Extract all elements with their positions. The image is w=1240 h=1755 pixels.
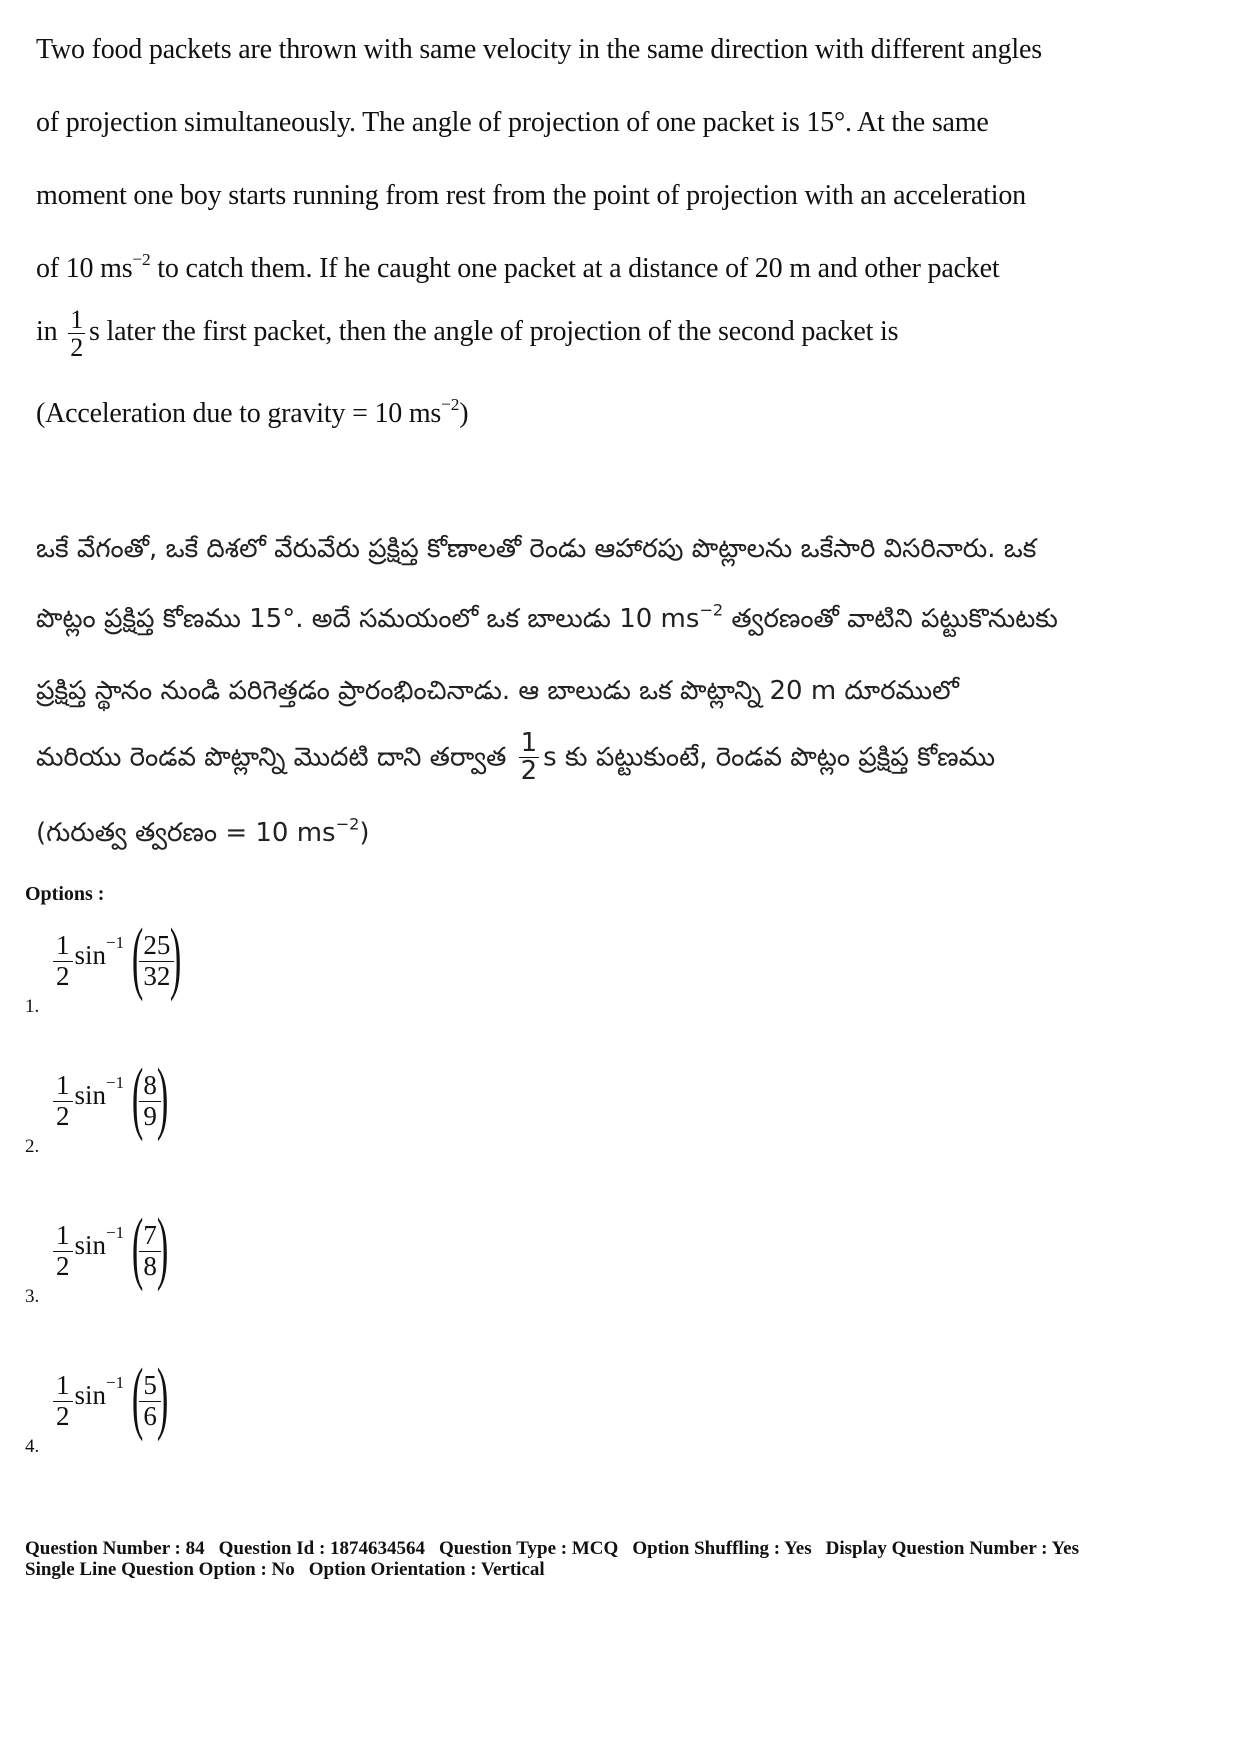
fraction-numerator: 1 bbox=[70, 305, 83, 334]
question-type: Question Type : MCQ bbox=[439, 1538, 619, 1559]
question-en-line-5 bbox=[36, 306, 898, 362]
denominator: 8 bbox=[139, 1251, 161, 1282]
fraction bbox=[519, 730, 540, 786]
left-paren: ( bbox=[132, 1351, 144, 1442]
option-orientation: Option Orientation : Vertical bbox=[308, 1559, 545, 1580]
exponent: −2 bbox=[335, 814, 360, 834]
exponent: −1 bbox=[106, 1372, 125, 1392]
question-meta bbox=[25, 1538, 1225, 1580]
text: to catch them. If he caught one packet at a distance of 20 m and other packet bbox=[150, 253, 1000, 284]
right-paren: ) bbox=[170, 911, 182, 1002]
denominator: 2 bbox=[53, 1251, 73, 1281]
function-name: sin bbox=[74, 939, 107, 970]
text: s later the first packet, then the angle of projection of the second packet is bbox=[89, 316, 899, 348]
right-paren: ) bbox=[156, 1201, 169, 1292]
question-te-line-4 bbox=[36, 730, 995, 786]
sin-function bbox=[74, 1222, 125, 1261]
left-paren: ( bbox=[132, 911, 144, 1002]
right-paren: ) bbox=[156, 1051, 169, 1142]
question-en-line-3: moment one boy starts running from rest from the point of projection with an acceleration bbox=[36, 180, 1026, 211]
exponent: −1 bbox=[106, 1072, 125, 1092]
question-te-line-3: ప్రక్షిప్త స్థానం నుండి పరిగెత్తడం ప్రారంభించినాడు. ఆ బాలుడు ఒక పొట్లాన్ని 20 m దూరములో bbox=[36, 676, 959, 706]
denominator: 32 bbox=[139, 961, 174, 992]
denominator: 2 bbox=[53, 961, 73, 991]
denominator: 6 bbox=[139, 1401, 161, 1432]
fraction-denominator: 2 bbox=[70, 333, 83, 363]
fraction-denominator: 2 bbox=[520, 756, 538, 787]
question-te-line-1: ఒకే వేగంతో, ఒకే దిశలో వేరువేరు ప్రక్షిప్త కోణాలతో రెండు ఆహారపు పొట్లాలను ఒకేసారి విసరినారు. ఒక bbox=[36, 534, 1037, 564]
function-name: sin bbox=[74, 1229, 107, 1260]
sin-function bbox=[74, 932, 125, 971]
left-paren: ( bbox=[132, 1201, 144, 1292]
denominator: 9 bbox=[139, 1101, 161, 1132]
option-expression bbox=[53, 911, 190, 1002]
exponent: −1 bbox=[106, 1222, 125, 1242]
exponent: −2 bbox=[132, 249, 151, 269]
half-fraction bbox=[53, 1071, 73, 1130]
text: in bbox=[36, 316, 65, 348]
right-paren: ) bbox=[156, 1351, 169, 1442]
numerator: 1 bbox=[56, 930, 70, 961]
half-fraction bbox=[53, 931, 73, 990]
fraction-numerator: 1 bbox=[520, 728, 538, 758]
display-question-number: Display Question Number : Yes bbox=[825, 1538, 1079, 1559]
option-expression bbox=[53, 1051, 176, 1142]
option-number: 2. bbox=[25, 1136, 40, 1157]
text: ) bbox=[359, 818, 370, 848]
text: (గురుత్వ త్వరణం = 10 ms bbox=[36, 818, 336, 848]
meta-line-2 bbox=[25, 1559, 1225, 1580]
numerator: 5 bbox=[143, 1369, 157, 1400]
option-shuffling: Option Shuffling : Yes bbox=[632, 1538, 812, 1559]
exponent: −2 bbox=[699, 600, 724, 620]
exponent: −1 bbox=[106, 932, 125, 952]
text: పొట్లం ప్రక్షిప్త కోణము 15°. అదే సమయంలో ఒక బాలుడు 10 ms bbox=[36, 604, 700, 634]
question-en-line-2: of projection simultaneously. The angle of projection of one packet is 15°. At the same bbox=[36, 107, 989, 138]
denominator: 2 bbox=[53, 1401, 73, 1431]
option-number: 3. bbox=[25, 1286, 40, 1307]
question-en-line-6 bbox=[36, 394, 469, 430]
numerator: 7 bbox=[143, 1219, 157, 1250]
option-number: 4. bbox=[25, 1436, 40, 1457]
numerator: 1 bbox=[56, 1220, 70, 1251]
exponent: −2 bbox=[441, 394, 460, 414]
numerator: 1 bbox=[56, 1370, 70, 1401]
text: (Acceleration due to gravity = 10 ms bbox=[36, 398, 442, 429]
question-en-line-4 bbox=[36, 249, 1000, 285]
text: ) bbox=[459, 398, 469, 429]
numerator: 1 bbox=[56, 1070, 70, 1101]
option-expression bbox=[53, 1351, 176, 1442]
question-number: Question Number : 84 bbox=[25, 1538, 205, 1559]
question-te-line-5 bbox=[36, 814, 370, 854]
denominator: 2 bbox=[53, 1101, 73, 1131]
option-number: 1. bbox=[25, 996, 40, 1017]
fraction bbox=[68, 306, 85, 362]
option-expression bbox=[53, 1201, 176, 1292]
function-name: sin bbox=[74, 1079, 107, 1110]
question-id: Question Id : 1874634564 bbox=[218, 1538, 426, 1559]
function-name: sin bbox=[74, 1379, 107, 1410]
sin-function bbox=[74, 1372, 125, 1411]
single-line-option: Single Line Question Option : No bbox=[25, 1559, 295, 1580]
text: s కు పట్టుకుంటే, రెండవ పొట్లం ప్రక్షిప్త కోణము bbox=[543, 742, 996, 773]
text: of 10 ms bbox=[36, 253, 133, 284]
text: మరియు రెండవ పొట్లాన్ని మొదటి దాని తర్వాత bbox=[36, 742, 515, 773]
text: త్వరణంతో వాటిని పట్టుకొనుటకు bbox=[723, 604, 1058, 634]
question-en-line-1: Two food packets are thrown with same velocity in the same direction with different angles bbox=[36, 34, 1042, 65]
options-heading: Options : bbox=[25, 883, 105, 905]
left-paren: ( bbox=[132, 1051, 144, 1142]
meta-line-1 bbox=[25, 1538, 1225, 1559]
question-te-line-2 bbox=[36, 600, 1058, 640]
half-fraction bbox=[53, 1221, 73, 1280]
numerator: 8 bbox=[143, 1069, 157, 1100]
numerator: 25 bbox=[143, 929, 171, 960]
sin-function bbox=[74, 1072, 125, 1111]
half-fraction bbox=[53, 1371, 73, 1430]
